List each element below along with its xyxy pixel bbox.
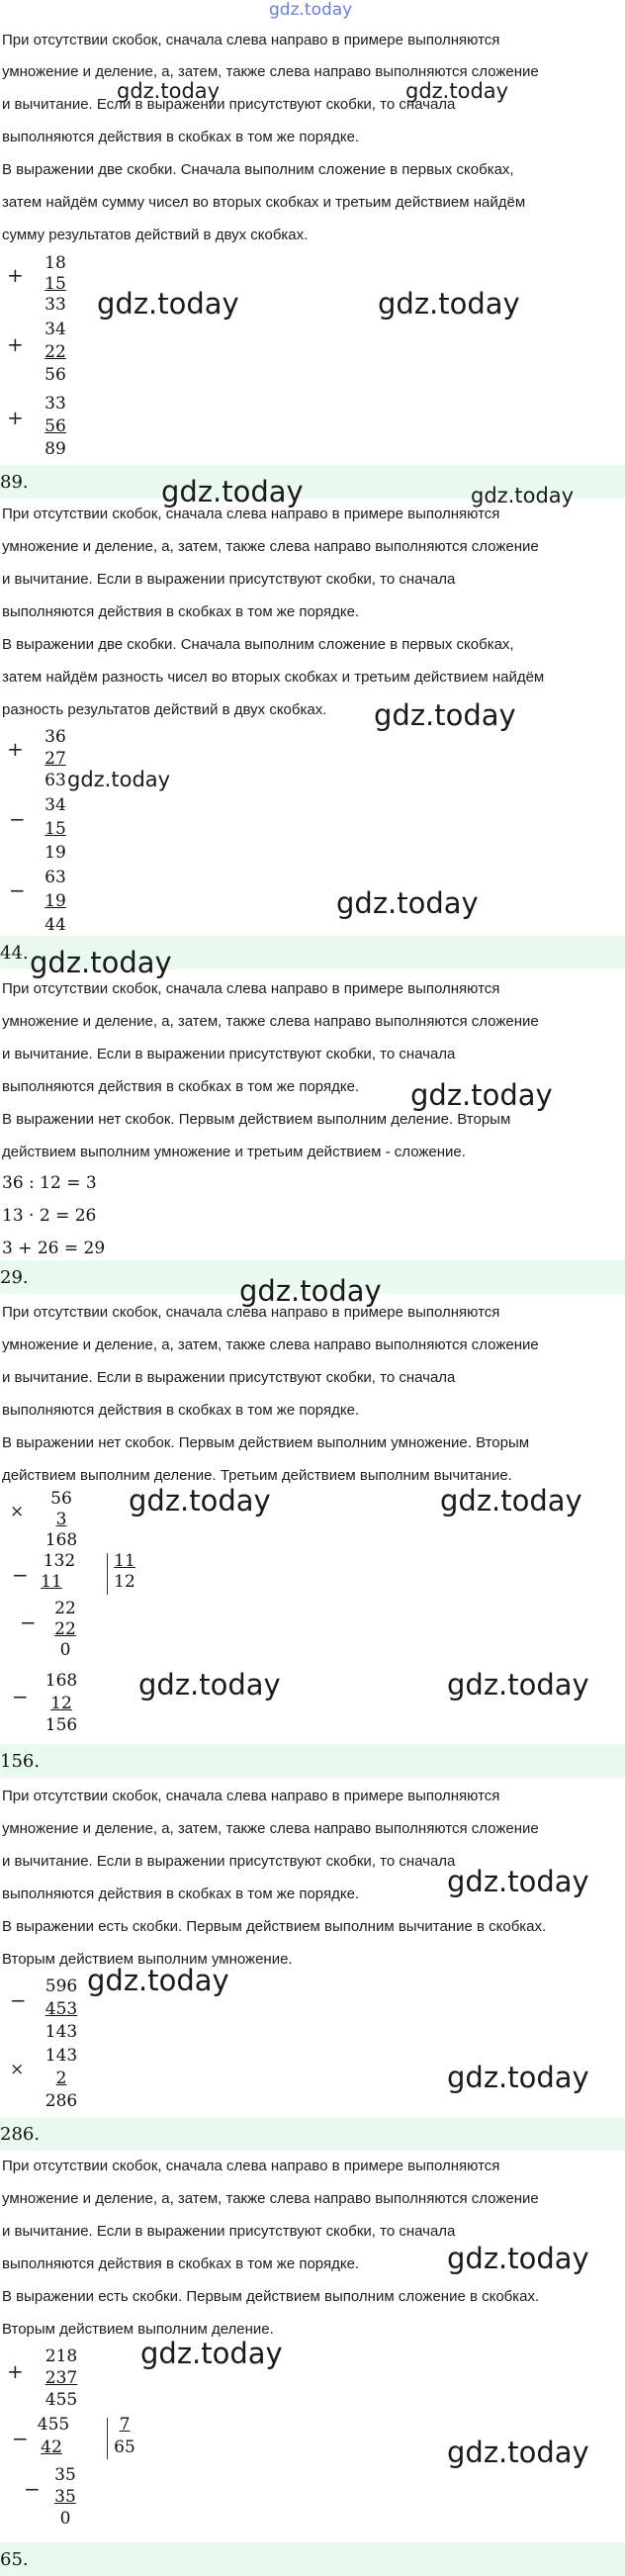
result: 455 — [45, 2390, 78, 2410]
watermark: gdz.today — [67, 768, 171, 791]
operand: 596 — [45, 1977, 78, 1996]
operand: 34 — [45, 795, 66, 815]
operand: 33 — [45, 394, 66, 414]
operator: − — [12, 1563, 29, 1587]
operand: 218 — [45, 2346, 78, 2366]
operand: 34 — [45, 320, 66, 339]
rule-line: и вычитание. Если в выражении присутствуют скобки, то сначала — [2, 96, 456, 113]
operator: − — [9, 807, 26, 831]
rule-line: При отсутствии скобок, сначала слева направо в примере выполняются — [2, 506, 500, 522]
watermark: gdz.today — [161, 475, 304, 508]
operand: 143 — [45, 2046, 78, 2066]
rule-line: выполняются действия в скобках в том же порядке. — [2, 1402, 360, 1419]
dividend: 132 — [43, 1551, 76, 1571]
result: 33 — [45, 295, 66, 315]
result: 156 — [45, 1715, 78, 1735]
answer: 156. — [0, 1751, 41, 1772]
operand: 22 — [45, 342, 66, 362]
watermark: gdz.today — [447, 2061, 589, 2094]
answer: 44. — [0, 943, 29, 964]
watermark: gdz.today — [30, 946, 172, 979]
divisor: 11 — [114, 1551, 135, 1571]
operand: 19 — [45, 891, 66, 911]
subtrahend: 42 — [41, 2438, 62, 2457]
watermark: gdz.today — [447, 1865, 589, 1898]
rule-line: При отсутствии скобок, сначала слева направо в примере выполняются — [2, 1788, 500, 1804]
operator: − — [10, 1988, 27, 2012]
operand: 168 — [45, 1671, 78, 1691]
explain-line: Вторым действием выполним умножение. — [2, 1951, 293, 1968]
explain-line: В выражении есть скобки. Первым действием выполним вычитание в скобках. — [2, 1918, 547, 1935]
rule-line: и вычитание. Если в выражении присутствуют скобки, то сначала — [2, 1046, 456, 1062]
answer-band — [0, 1744, 625, 1778]
explain-line: затем найдём разность чисел во вторых скобках и третьим действием найдём — [2, 669, 545, 686]
watermark: gdz.today — [447, 2242, 589, 2275]
operand: 56 — [50, 1489, 72, 1509]
remainder: 22 — [54, 1599, 76, 1618]
explain-line: В выражении две скобки. Сначала выполним сложение в первых скобках, — [2, 161, 514, 178]
dividend: 455 — [37, 2415, 70, 2435]
rule-line: умножение и деление, а, затем, также слева направо выполняются сложение — [2, 2190, 539, 2207]
rule-line: умножение и деление, а, затем, также слева направо выполняются сложение — [2, 1820, 539, 1837]
watermark: gdz.today — [447, 2436, 589, 2469]
explain-line: действием выполним умножение и третьим действием - сложение. — [2, 1144, 466, 1160]
rule-line: умножение и деление, а, затем, также слева направо выполняются сложение — [2, 63, 539, 80]
operator: − — [20, 1610, 37, 1634]
watermark: gdz.today — [374, 698, 516, 732]
operator: − — [12, 1685, 29, 1708]
remainder: 35 — [54, 2465, 76, 2485]
subtrahend: 35 — [54, 2487, 76, 2507]
watermark: gdz.today — [471, 484, 575, 507]
explain-line: В выражении есть скобки. Первым действием выполним сложение в скобках. — [2, 2288, 540, 2305]
explain-line: действием выполним деление. Третьим действием выполним вычитание. — [2, 1467, 512, 1484]
equation: 36 : 12 = 3 — [2, 1173, 97, 1193]
operand: 36 — [45, 727, 66, 747]
operator: × — [10, 2060, 25, 2079]
watermark: gdz.today — [378, 287, 520, 321]
quotient: 12 — [114, 1572, 135, 1592]
operator: − — [12, 2427, 29, 2450]
watermark: gdz.today — [140, 2337, 283, 2370]
rule-line: и вычитание. Если в выражении присутствуют скобки, то сначала — [2, 571, 456, 588]
watermark: gdz.today — [336, 886, 479, 920]
remainder: 0 — [59, 1640, 71, 1660]
result: 168 — [45, 1530, 78, 1550]
divisor: 7 — [119, 2415, 131, 2435]
answer-band — [0, 2542, 625, 2576]
operand: 15 — [45, 274, 66, 294]
result: 89 — [45, 439, 66, 459]
watermark-top: gdz.today — [269, 0, 353, 20]
quotient: 65 — [114, 2438, 135, 2457]
rule-line: При отсутствии скобок, сначала слева направо в примере выполняются — [2, 980, 500, 997]
operator: × — [10, 1502, 25, 1521]
operand: 15 — [45, 819, 66, 839]
result: 143 — [45, 2022, 78, 2042]
equation: 13 · 2 = 26 — [2, 1206, 97, 1226]
result: 286 — [45, 2091, 78, 2111]
rule-line: умножение и деление, а, затем, также слева направо выполняются сложение — [2, 538, 539, 555]
answer: 286. — [0, 2124, 41, 2145]
watermark: gdz.today — [239, 1274, 382, 1308]
watermark: gdz.today — [129, 1484, 271, 1518]
rule-line: выполняются действия в скобках в том же порядке. — [2, 1886, 360, 1902]
operator: + — [7, 332, 24, 356]
subtrahend: 22 — [54, 1619, 76, 1639]
operator: − — [9, 878, 26, 902]
explain-line: В выражении нет скобок. Первым действием выполним умножение. Вторым — [2, 1434, 530, 1451]
remainder: 0 — [59, 2509, 71, 2529]
result: 44 — [45, 915, 66, 935]
operator: + — [7, 2359, 24, 2383]
rule-line: выполняются действия в скобках в том же порядке. — [2, 2255, 360, 2272]
explain-line: В выражении две скобки. Сначала выполним сложение в первых скобках, — [2, 636, 514, 653]
watermark: gdz.today — [87, 1964, 229, 1997]
watermark: gdz.today — [410, 1078, 553, 1112]
operand: 3 — [55, 1510, 67, 1529]
operand: 27 — [45, 749, 66, 769]
operand: 2 — [55, 2069, 67, 2088]
rule-line: выполняются действия в скобках в том же порядке. — [2, 129, 360, 145]
watermark: gdz.today — [440, 1484, 582, 1518]
rule-line: и вычитание. Если в выражении присутствуют скобки, то сначала — [2, 1853, 456, 1870]
explain-line: Вторым действием выполним деление. — [2, 2321, 274, 2338]
rule-line: выполняются действия в скобках в том же порядке. — [2, 1078, 360, 1095]
rule-line: При отсутствии скобок, сначала слева направо в примере выполняются — [2, 2158, 500, 2174]
watermark: gdz.today — [447, 1668, 589, 1702]
rule-line: выполняются действия в скобках в том же порядке. — [2, 603, 360, 620]
operator: + — [7, 737, 24, 761]
operand: 12 — [50, 1694, 72, 1713]
equation: 3 + 26 = 29 — [2, 1239, 106, 1258]
operand: 18 — [45, 253, 66, 273]
operand: 237 — [45, 2368, 78, 2388]
answer: 89. — [0, 472, 29, 493]
watermark: gdz.today — [117, 79, 221, 103]
operator: − — [24, 2477, 41, 2501]
watermark: gdz.today — [405, 79, 509, 103]
operand: 56 — [45, 416, 66, 436]
watermark: gdz.today — [138, 1668, 281, 1702]
operator: + — [7, 406, 24, 429]
operand: 453 — [45, 1999, 78, 2019]
operator: + — [7, 263, 24, 287]
result: 56 — [45, 365, 66, 385]
subtrahend: 11 — [41, 1572, 62, 1592]
rule-line: умножение и деление, а, затем, также слева направо выполняются сложение — [2, 1336, 539, 1353]
explain-line: В выражении нет скобок. Первым действием выполним деление. Вторым — [2, 1111, 511, 1128]
result: 63 — [45, 771, 66, 790]
explain-line: разность результатов действий в двух скобках. — [2, 701, 327, 718]
answer: 65. — [0, 2549, 29, 2570]
operand: 63 — [45, 868, 66, 887]
rule-line: При отсутствии скобок, сначала слева направо в примере выполняются — [2, 1304, 500, 1321]
rule-line: При отсутствии скобок, сначала слева направо в примере выполняются — [2, 32, 500, 48]
rule-line: и вычитание. Если в выражении присутствуют скобки, то сначала — [2, 2223, 456, 2240]
result: 19 — [45, 843, 66, 863]
explain-line: сумму результатов действий в двух скобках. — [2, 227, 309, 243]
rule-line: умножение и деление, а, затем, также слева направо выполняются сложение — [2, 1013, 539, 1030]
explain-line: затем найдём сумму чисел во вторых скобках и третьим действием найдём — [2, 194, 526, 211]
answer-band — [0, 2117, 625, 2151]
answer: 29. — [0, 1267, 29, 1288]
watermark: gdz.today — [97, 287, 239, 321]
rule-line: и вычитание. Если в выражении присутствуют скобки, то сначала — [2, 1369, 456, 1386]
